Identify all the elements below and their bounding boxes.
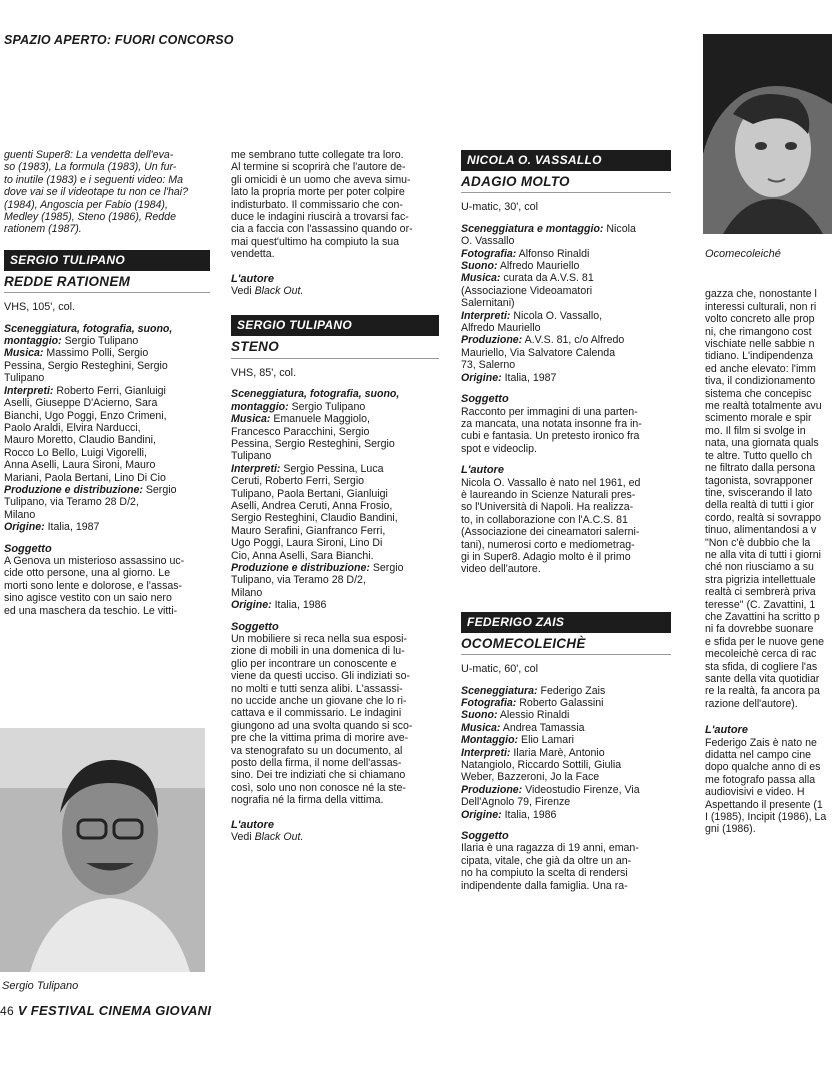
film-title: REDDE RATIONEM (4, 276, 210, 293)
format-info-2: U-matic, 60', col (461, 663, 539, 676)
autore-label: L'autore (705, 724, 748, 737)
film-title: ADAGIO MOLTO (461, 176, 671, 193)
credits-text: Sceneggiatura e montaggio: Nicola O. Vassallo Fotografia: Alfonso Rinaldi Suono: Alfredo Mauriello Musica: curata da A.V.S. 81 (Associazione Videoamatori Salernitani) Interpreti: Nicola O. Vassallo, Alfredo Mauriello Produzione: A.V.S. 81, c/o Alfredo Mauriello, Via Salvatore Calenda 73, Salerno Origine: Italia, 1987 (461, 222, 636, 384)
autore-text: Federigo Zais è nato ne didatta nel campo cine dopo qualche anno di es me fotografo passa alla audiovisivi e video. H Aspettando il presente (1 I (1985), Incipit (1986), La gni (1986). (705, 736, 827, 836)
photo-caption: Ocomecoleiché (705, 248, 781, 260)
autore-label: L'autore (231, 272, 274, 285)
body-text: gazza che, nonostante l interessi culturali, non ri volto concreto alle prop ni, che rimangono cost vischiate nelle sabbie n tidiano. L'indipendenza ed anche elevato: l'imm tiva, il condizionamento sistema che concepisc me realtà totalmente avu scimento morale e spir mo. Il film si svolge in nata, una giornata quals te altre. Tutto quello ch ne filtrato dalla persona tagonista, sovrapponer tine, sviscerando il lato della realtà di tutti i gior cordo, realtà si sovrappo tinuo, alimentandosi a v "Non c'è dubbio che la ne alla vita di tutti i giorni ché non riusciamo a su stra pigrizia intellettuale realtà ci sembrerà priva teresse" (C. Zavattini, 1 che Zavattini ha scritto p ni fa dovrebbe suonare e sfida per le nuove gene mecoleichè cerca di rac sta sfida, di cogliere l'as sante della vita quotidiar re la realtà, fa ancora pa razione dell'autore). (705, 288, 824, 710)
soggetto-label-2: Soggetto (461, 830, 509, 843)
soggetto-text-2: Ilaria è una ragazza di 19 anni, eman- cipata, vitale, che già da oltre un an- no ha compiuto la scelta di rendersi indipendente dalla famiglia. Una ra- (461, 842, 639, 892)
soggetto-text: A Genova un misterioso assassino uc- cide otto persone, una al giorno. Le morti sono lente e dolorose, e l'assas- sino agisce vestito con un saio nero ed una maschera da teschio. Le vitti- (4, 554, 185, 617)
section-header: SPAZIO APERTO: FUORI CONCORSO (4, 33, 234, 47)
soggetto-label: Soggetto (4, 542, 52, 555)
column-2 (231, 149, 439, 844)
page-number: 46 (0, 1004, 14, 1018)
format-info: VHS, 85', col. (231, 366, 297, 379)
autore-label: L'autore (461, 464, 504, 477)
page-footer (0, 1003, 211, 1018)
film-title-2: OCOMECOLEICHÈ (461, 638, 671, 655)
footer-title: V FESTIVAL CINEMA GIOVANI (17, 1003, 212, 1018)
intro-text: me sembrano tutte collegate tra loro. Al termine si scoprirà che l'autore de- gli omicidi è un uomo che aveva simu- lato la propria morte per poter colpire indisturbato. Il commissario che con- duce le indagini riuscirà a trovarsi fac- cia a faccia con l'assassino quando or- mai quest'ultimo ha compiuto la sua vendetta. (231, 149, 413, 261)
autore-label-2: L'autore (231, 818, 274, 831)
soggetto-label: Soggetto (231, 620, 279, 633)
photo-caption: Sergio Tulipano (2, 980, 79, 992)
credits-text: Sceneggiatura, fotografia, suono, montaggio: Sergio Tulipano Musica: Emanuele Maggiolo, Francesco Paracchini, Sergio Pessina, Sergio Resteghini, Sergio Tulipano Interpreti: Sergio Pessina, Luca Ceruti, Roberto Ferri, Sergio Tulipano, Paola Bertani, Gianluigi Aselli, Andrea Ceruti, Anna Frosio, Sergio Resteghini, Claudio Bandini, Mauro Serafini, Gianfranco Ferri, Ugo Poggi, Laura Sironi, Lino Di Cio, Anna Aselli, Sara Bianchi. Produzione e distribuzione: Sergio Tulipano, via Teramo 28 D/2, Milano Origine: Italia, 1986 (231, 388, 404, 612)
photo-ocomecoleiche (703, 34, 832, 234)
autore-text-2: Vedi Black Out. (231, 831, 304, 844)
column-4 (705, 248, 832, 836)
column-1 (4, 149, 210, 617)
soggetto-text: Racconto per immagini di una parten- za mancata, una notata insonne fra in- cubi e fantasia. Un pretesto ironico fra spot e videoclip. (461, 405, 642, 455)
intro-text: guenti Super8: La vendetta dell'eva- so (1983), La formula (1983), Un fur- to inutile (1983) e i seguenti video: Ma dove vai se il videotape tu non ce l'hai? (1984), Angoscia per Fabio (1984), Medley (1985), Steno (1986), Redde rationem (1987). (4, 149, 189, 236)
director-bar: NICOLA O. VASSALLO (461, 150, 671, 171)
format-info: U-matic, 30', col (461, 201, 539, 214)
soggetto-label: Soggetto (461, 393, 509, 406)
credits-text-2: Sceneggiatura: Federigo Zais Fotografia: Roberto Galassini Suono: Alessio Rinaldi Musica: Andrea Tamassia Montaggio: Elio Lamari Interpreti: Ilaria Marè, Antonio Natangiolo, Riccardo Sottili, Giulia Weber, Bazzeroni, Jo la Face Produzione: Videostudio Firenze, Via Dell'Agnolo 79, Firenze Origine: Italia, 1986 (461, 684, 640, 821)
credits-text: Sceneggiatura, fotografia, suono, montaggio: Sergio Tulipano Musica: Massimo Polli, Sergio Pessina, Sergio Resteghini, Sergio Tulipano Interpreti: Roberto Ferri, Gianluigi Aselli, Giuseppe D'Acierno, Sara Bianchi, Ugo Poggi, Enzo Crimeni, Paolo Araldi, Elvira Narducci, Mauro Moretto, Claudio Bandini, Rocco Lo Bello, Luigi Vigorelli, Anna Aselli, Laura Sironi, Mauro Mariani, Paola Bertani, Lino Di Cio Produzione e distribuzione: Sergio Tulipano, via Teramo 28 D/2, Milano Origine: Italia, 1987 (4, 322, 177, 534)
autore-text: Vedi Black Out. (231, 285, 304, 298)
director-bar: SERGIO TULIPANO (231, 315, 439, 336)
film-title: STENO (231, 341, 439, 358)
column-3 (461, 150, 671, 892)
autore-text: Nicola O. Vassallo è nato nel 1961, ed è laureando in Scienze Naturali pres- so l'Università di Napoli. Ha realizza- to, in collaborazione con l'A.C.S. 81 (Associazione dei cineamatori salerni- tani), numerosi corto e mediometrag- gi in Super8. Adagio molto è il primo video dell'autore. (461, 476, 641, 576)
photo-sergio-tulipano (0, 728, 205, 972)
format-info: VHS, 105', col. (4, 301, 76, 314)
director-bar-2: FEDERIGO ZAIS (461, 612, 671, 633)
director-bar: SERGIO TULIPANO (4, 250, 210, 271)
soggetto-text: Un mobiliere si reca nella sua esposi- zione di mobili in una domenica di lu- glio per incontrare un conoscente e viene da questi ucciso. Gli indiziati so- no molti e tutti senza alibi. L'assassi- no uccide anche un giovane che lo ri- cattava e il commissario. Le indagini giungono ad una svolta quando si sco- pre che la vittima prima di morire ave- va stenografato su un documento, al posto della firma, il nome dell'assas- sino. Dei tre indiziati che si chiamano così, solo uno non conosce né la ste- nografia né la firma della vittima. (231, 633, 413, 807)
